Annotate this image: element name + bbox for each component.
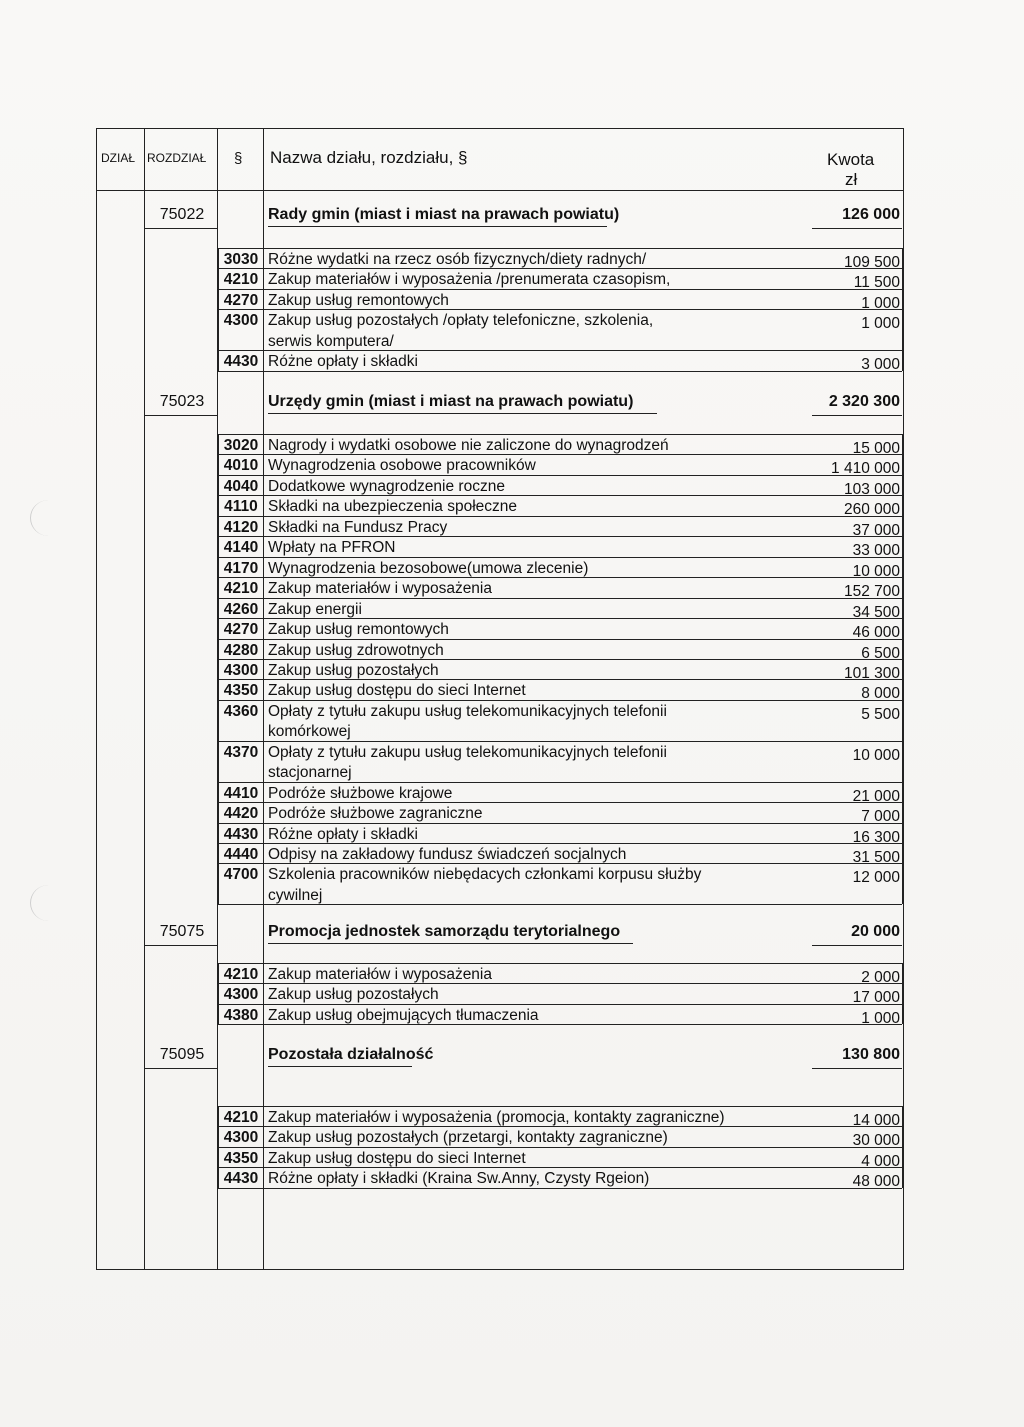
paragraph-code: 4300 [223,661,259,679]
item-amount: 31 500 [852,849,900,866]
paragraph-code: 4410 [223,784,259,802]
item-row-line [218,639,902,640]
item-row-line [218,577,902,578]
header-paragraph: § [234,150,243,167]
paragraph-code: 4430 [223,353,259,371]
item-row-line [218,309,902,310]
item-amount: 33 000 [852,542,900,560]
item-amount: 10 000 [852,746,900,764]
paragraph-code: 4270 [223,621,259,639]
paragraph-code: 4120 [223,518,259,536]
item-amount: 16 300 [852,828,900,846]
amount-column-edge [902,963,903,1024]
item-amount: 15 000 [852,440,900,457]
item-name: Zakup usług pozostałych /opłaty telefoniczne, szkolenia, [268,312,654,330]
item-name: Różne opłaty i składki [268,353,418,371]
item-row-line [218,618,902,619]
rozdzial-code: 75095 [159,1046,205,1063]
paragraph-code: 4300 [223,312,259,330]
item-row-line [218,598,902,599]
item-row-line [218,659,902,660]
item-name: Zakup materiałów i wyposażenia [268,966,492,983]
item-name: Zakup usług obejmujących tłumaczenia [268,1006,539,1024]
paragraph-code: 4700 [223,866,259,884]
paragraph-code: 4210 [223,966,259,983]
item-row-line [218,536,902,537]
paragraph-code: 4360 [223,702,259,720]
item-row-line [218,802,902,803]
item-name: Podróże służbowe zagraniczne [268,805,483,823]
section-title: Promocja jednostek samorządu terytorialnego [268,923,621,940]
item-name: Zakup usług remontowych [268,621,449,639]
section-divider-line [144,1068,217,1069]
item-row-line [218,516,902,517]
item-row-line [218,1188,902,1189]
section-amount: 20 000 [851,923,900,940]
paragraph-code: 4110 [224,498,258,516]
paragraph-code: 3030 [223,251,259,268]
item-amount: 37 000 [852,521,900,539]
punch-hole-mark [30,885,67,921]
item-name: Opłaty z tytułu zakupu usług telekomunikacyjnych telefonii [268,702,667,720]
paragraph-code: 4210 [223,1109,259,1126]
item-name: Składki na Fundusz Pracy [268,518,448,536]
item-name: Zakup usług dostępu do sieci Internet [268,682,526,700]
paragraph-code: 4040 [223,477,259,495]
item-amount: 5 500 [861,705,900,723]
item-amount: 2 000 [861,969,900,986]
item-name-continued: serwis komputera/ [268,332,394,350]
item-row-line [218,475,902,476]
paragraph-code: 4380 [223,1006,259,1024]
item-row-line [218,557,902,558]
item-amount: 260 000 [843,501,900,519]
item-top-line [218,963,902,964]
item-name: Wynagrodzenia osobowe pracowników [268,457,536,475]
header-rozdzial: ROZDZIAŁ [147,151,207,165]
header-divider [96,190,904,191]
paragraph-code: 4280 [223,641,259,659]
section-title-underline [268,413,657,414]
item-row-line [218,679,902,680]
item-row-line [218,371,902,372]
item-amount: 10 000 [852,562,900,580]
item-amount: 4 000 [861,1152,900,1170]
header-nazwa: Nazwa działu, rozdziału, § [270,148,468,167]
paragraph-code: 4140 [223,539,259,557]
item-amount: 11 500 [853,274,900,292]
paragraph-code: 4350 [223,682,259,700]
item-amount: 17 000 [852,989,900,1007]
item-name: Zakup usług zdrowotnych [268,641,444,659]
paragraph-column-box [218,248,264,371]
item-amount: 101 300 [843,664,900,682]
item-amount: 7 000 [861,808,900,826]
item-row-line [218,1126,902,1127]
item-amount: 109 500 [843,254,900,271]
item-row-line [218,1004,902,1005]
section-amount: 130 800 [842,1046,900,1063]
item-name: Zakup materiałów i wyposażenia (promocja, kontakty zagraniczne) [268,1109,725,1126]
section-amount: 2 320 300 [828,393,900,410]
paragraph-code: 4350 [223,1149,259,1167]
item-row-line [218,843,902,844]
section-title-underline [268,1066,412,1067]
item-name-continued: stacjonarnej [268,764,352,782]
item-amount: 1 410 000 [831,460,900,478]
paragraph-code: 4300 [223,986,259,1004]
item-row-line [218,741,902,742]
section-amount: 126 000 [842,206,900,223]
item-name: Szkolenia pracowników niebędacych członkami korpusu służby [268,866,702,884]
item-amount: 1 000 [861,315,900,333]
rozdzial-code: 75023 [159,393,205,410]
item-amount: 21 000 [852,787,900,805]
section-title-underline [268,226,607,227]
item-name: Nagrody i wydatki osobowe nie zaliczone do wynagrodzeń [268,437,669,454]
item-name: Zakup energii [268,600,362,618]
item-amount: 6 500 [861,644,900,662]
amount-column-edge [902,434,903,904]
header-kwota: Kwota [827,150,875,169]
header-dzial: DZIAŁ [101,151,136,165]
rozdzial-code: 75022 [159,206,205,223]
paragraph-code: 4420 [223,805,259,823]
item-row-line [218,268,902,269]
item-name: Zakup materiałów i wyposażenia /prenumerata czasopism, [268,271,671,289]
item-top-line [218,1106,902,1107]
item-name: Wpłaty na PFRON [268,539,396,557]
item-amount: 34 500 [852,603,900,621]
item-amount: 1 000 [861,1009,900,1027]
paragraph-code: 4210 [223,271,259,289]
paragraph-column-box [218,963,264,1024]
paragraph-code: 4370 [223,743,259,761]
item-amount: 3 000 [861,356,900,374]
paragraph-code: 4170 [223,559,259,577]
item-name: Wynagrodzenia bezosobowe(umowa zlecenie) [268,559,589,577]
amount-column-edge [902,1106,903,1188]
item-row-line [218,904,902,905]
item-amount: 46 000 [852,624,900,642]
paragraph-code: 4430 [223,1170,259,1188]
paragraph-code: 4430 [223,825,259,843]
section-amount-underline [812,415,902,416]
item-name: Opłaty z tytułu zakupu usług telekomunikacyjnych telefonii [268,743,667,761]
section-title: Urzędy gmin (miast i miast na prawach powiatu) [268,393,634,410]
item-name: Zakup usług pozostałych [268,986,439,1004]
section-title-underline [268,943,633,944]
paragraph-code: 4300 [223,1129,259,1147]
item-row-line [218,454,902,455]
item-name: Odpisy na zakładowy fundusz świadczeń socjalnych [268,846,627,863]
section-amount-underline [812,945,902,946]
section-title: Pozostała działalność [268,1046,434,1063]
section-divider-line [144,228,217,229]
paragraph-code: 4440 [223,846,259,863]
paragraph-code: 3020 [223,437,259,454]
item-amount: 30 000 [852,1132,900,1150]
item-name: Różne opłaty i składki [268,825,418,843]
item-row-line [218,1167,902,1168]
paragraph-code: 4010 [223,457,259,475]
item-row-line [218,823,902,824]
item-name: Dodatkowe wynagrodzenie roczne [268,477,505,495]
section-title: Rady gmin (miast i miast na prawach powiatu) [268,206,620,223]
item-amount: 48 000 [852,1173,900,1191]
item-row-line [218,350,902,351]
amount-column-edge [902,248,903,371]
section-divider-line [144,945,217,946]
item-name: Zakup usług pozostałych (przetargi, kontakty zagraniczne) [268,1129,668,1147]
section-amount-underline [812,1068,902,1069]
item-amount: 152 700 [843,583,900,601]
paragraph-code: 4260 [223,600,259,618]
item-row-line [218,289,902,290]
item-row-line [218,700,902,701]
item-top-line [218,434,902,435]
paragraph-code: 4210 [223,580,259,598]
section-divider-line [144,415,217,416]
item-name: Zakup usług pozostałych [268,661,439,679]
item-amount: 103 000 [843,480,900,498]
item-row-line [218,1024,902,1025]
item-name: Zakup usług remontowych [268,291,449,309]
paragraph-column-box [218,1106,264,1188]
paragraph-column-box [218,434,264,904]
item-row-line [218,782,902,783]
item-name: Różne wydatki na rzecz osób fizycznych/diety radnych/ [268,251,647,268]
item-amount: 1 000 [861,294,900,312]
rozdzial-code: 75075 [159,923,205,940]
item-row-line [218,863,902,864]
item-row-line [218,983,902,984]
item-row-line [218,1147,902,1148]
punch-hole-mark [30,500,67,536]
header-currency: zł [845,170,858,189]
item-name-continued: komórkowej [268,723,351,741]
item-name: Podróże służbowe krajowe [268,784,453,802]
item-row-line [218,495,902,496]
item-amount: 12 000 [852,869,900,887]
item-name: Zakup usług dostępu do sieci Internet [268,1149,526,1167]
item-name: Składki na ubezpieczenia społeczne [268,498,518,516]
item-amount: 8 000 [861,685,900,703]
item-name-continued: cywilnej [268,886,323,904]
section-amount-underline [812,228,902,229]
item-name: Zakup materiałów i wyposażenia [268,580,492,598]
item-name: Różne opłaty i składki (Kraina Sw.Anny, Czysty Rgeion) [268,1170,650,1188]
item-amount: 14 000 [852,1112,900,1129]
paragraph-code: 4270 [223,291,259,309]
item-top-line [218,248,902,249]
column-divider [144,128,145,1270]
